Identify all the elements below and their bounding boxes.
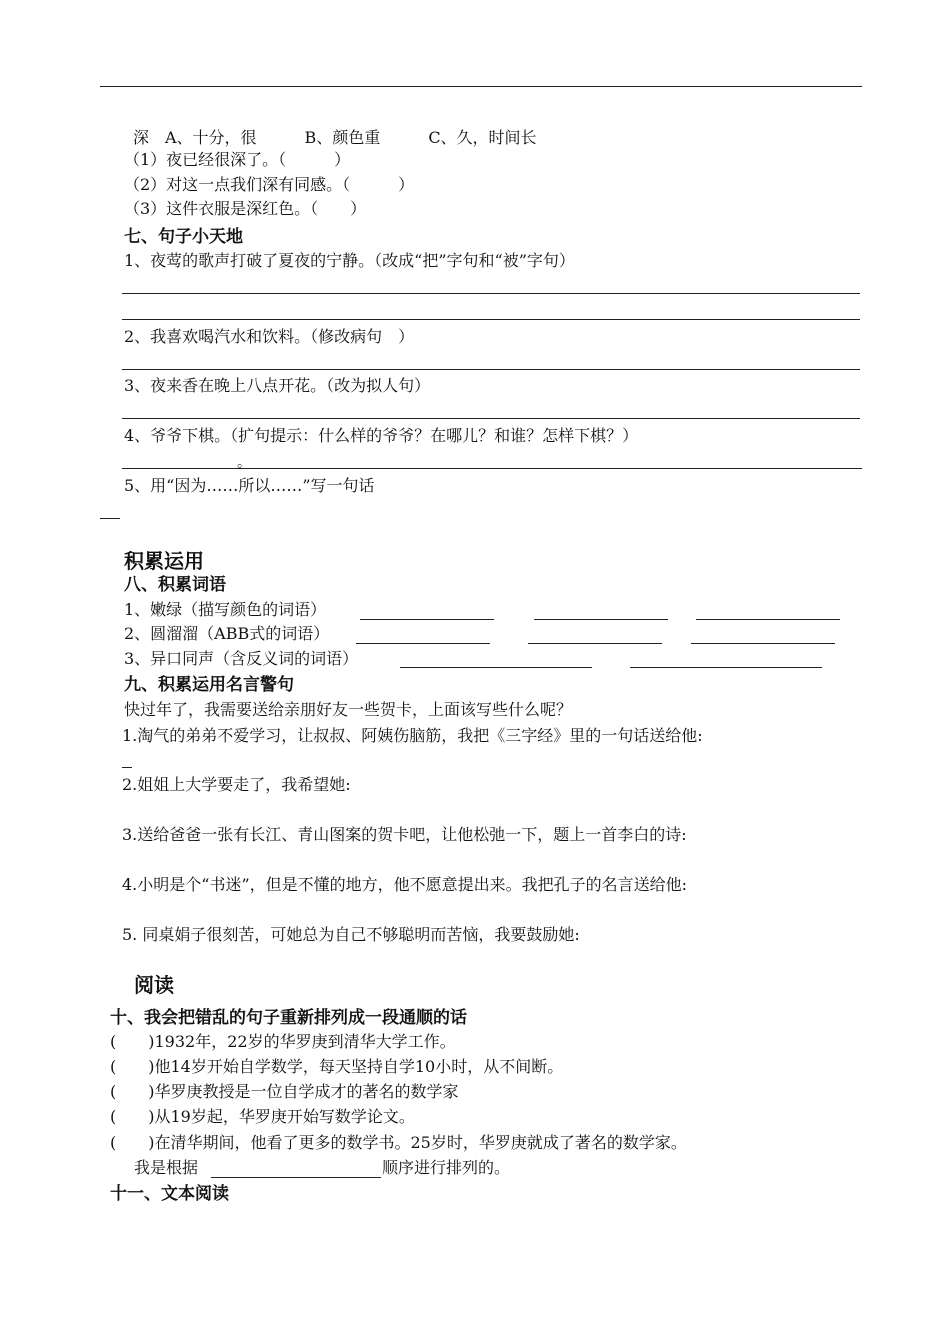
blank[interactable] <box>528 643 662 644</box>
q9-item-5: 5. 同桌娟子很刻苦，可她总为自己不够聪明而苦恼，我要鼓励她: <box>122 925 580 944</box>
q10-item-5: ( )在清华期间，他看了更多的数学书。25岁时，华罗庚就成了著名的数学家。 <box>110 1133 687 1152</box>
q8-item-2: 2、圆溜溜（ABB式的词语） <box>124 624 330 643</box>
q7-item-1: 1、夜莺的歌声打破了夏夜的宁静。（改成“把”字句和“被”字句） <box>124 251 575 270</box>
q10-item-2: ( )他14岁开始自学数学，每天坚持自学10小时，从不间断。 <box>110 1057 564 1076</box>
blank[interactable] <box>534 619 668 620</box>
q7-title: 七、句子小天地 <box>124 227 243 247</box>
q9-item-2: 2.姐姐上大学要走了，我希望她: <box>122 775 351 794</box>
q9-intro: 快过年了，我需要送给亲朋好友一些贺卡，上面该写些什么呢？ <box>124 700 573 719</box>
q6-options: 深 A、十分，很 B、颜色重 C、久，时间长 <box>133 128 537 147</box>
blank[interactable] <box>696 619 840 620</box>
q9-item-4: 4.小明是个“书迷”，但是不懂的地方，他不愿意提出来。我把孔子的名言送给他: <box>122 875 688 894</box>
answer-line-stub[interactable] <box>100 518 120 519</box>
q7-item-5: 5、用“因为……所以……”写一句话 <box>124 476 375 495</box>
blank[interactable] <box>360 619 494 620</box>
q6-item-2: （2）对这一点我们深有同感。（ ） <box>124 175 415 194</box>
q10-item-4: ( )从19岁起，华罗庚开始写数学论文。 <box>110 1107 415 1126</box>
blank[interactable] <box>630 667 822 668</box>
q10-item-3: ( )华罗庚教授是一位自学成才的著名的数学家 <box>110 1082 459 1101</box>
q10-basis-suffix: 顺序进行排列的。 <box>382 1158 511 1177</box>
header-rule <box>100 86 862 87</box>
blank[interactable] <box>400 667 592 668</box>
answer-line[interactable] <box>122 418 860 419</box>
q9-item-1: 1.淘气的弟弟不爱学习，让叔叔、阿姨伤脑筋，我把《三字经》里的一句话送给他: <box>122 726 703 745</box>
answer-line[interactable] <box>122 468 862 469</box>
blank[interactable] <box>122 767 132 768</box>
q7-item-4: 4、爷爷下棋。（扩句提示：什么样的爷爷？在哪儿？和谁？怎样下棋？） <box>124 426 639 445</box>
q10-title: 十、我会把错乱的句子重新排列成一段通顺的话 <box>110 1008 467 1028</box>
q10-item-1: ( )1932年，22岁的华罗庚到清华大学工作。 <box>110 1032 456 1051</box>
q6-item-3: （3）这件衣服是深红色。（ ） <box>124 199 367 218</box>
q6-item-1: （1）夜已经很深了。（ ） <box>124 150 351 169</box>
q11-title: 十一、文本阅读 <box>110 1184 229 1204</box>
blank[interactable] <box>211 1177 381 1178</box>
answer-line[interactable] <box>122 293 860 294</box>
q8-title: 八、积累词语 <box>124 575 226 595</box>
q8-item-1: 1、嫩绿（描写颜色的词语） <box>124 600 327 619</box>
answer-line[interactable] <box>122 319 860 320</box>
section-accumulate: 积累运用 <box>124 549 204 573</box>
q7-period: 。 <box>237 455 251 471</box>
q7-item-2: 2、我喜欢喝汽水和饮料。（修改病句 ） <box>124 327 415 346</box>
blank[interactable] <box>691 643 835 644</box>
q9-title: 九、积累运用名言警句 <box>124 675 294 695</box>
q9-item-3: 3.送给爸爸一张有长江、青山图案的贺卡吧，让他松弛一下，题上一首李白的诗: <box>122 825 687 844</box>
answer-line[interactable] <box>122 369 860 370</box>
q8-item-3: 3、异口同声（含反义词的词语） <box>124 649 359 668</box>
q7-item-3: 3、夜来香在晚上八点开花。（改为拟人句） <box>124 376 431 395</box>
q10-basis-prefix: 我是根据 <box>134 1158 199 1177</box>
section-reading: 阅读 <box>134 973 174 997</box>
blank[interactable] <box>356 643 490 644</box>
